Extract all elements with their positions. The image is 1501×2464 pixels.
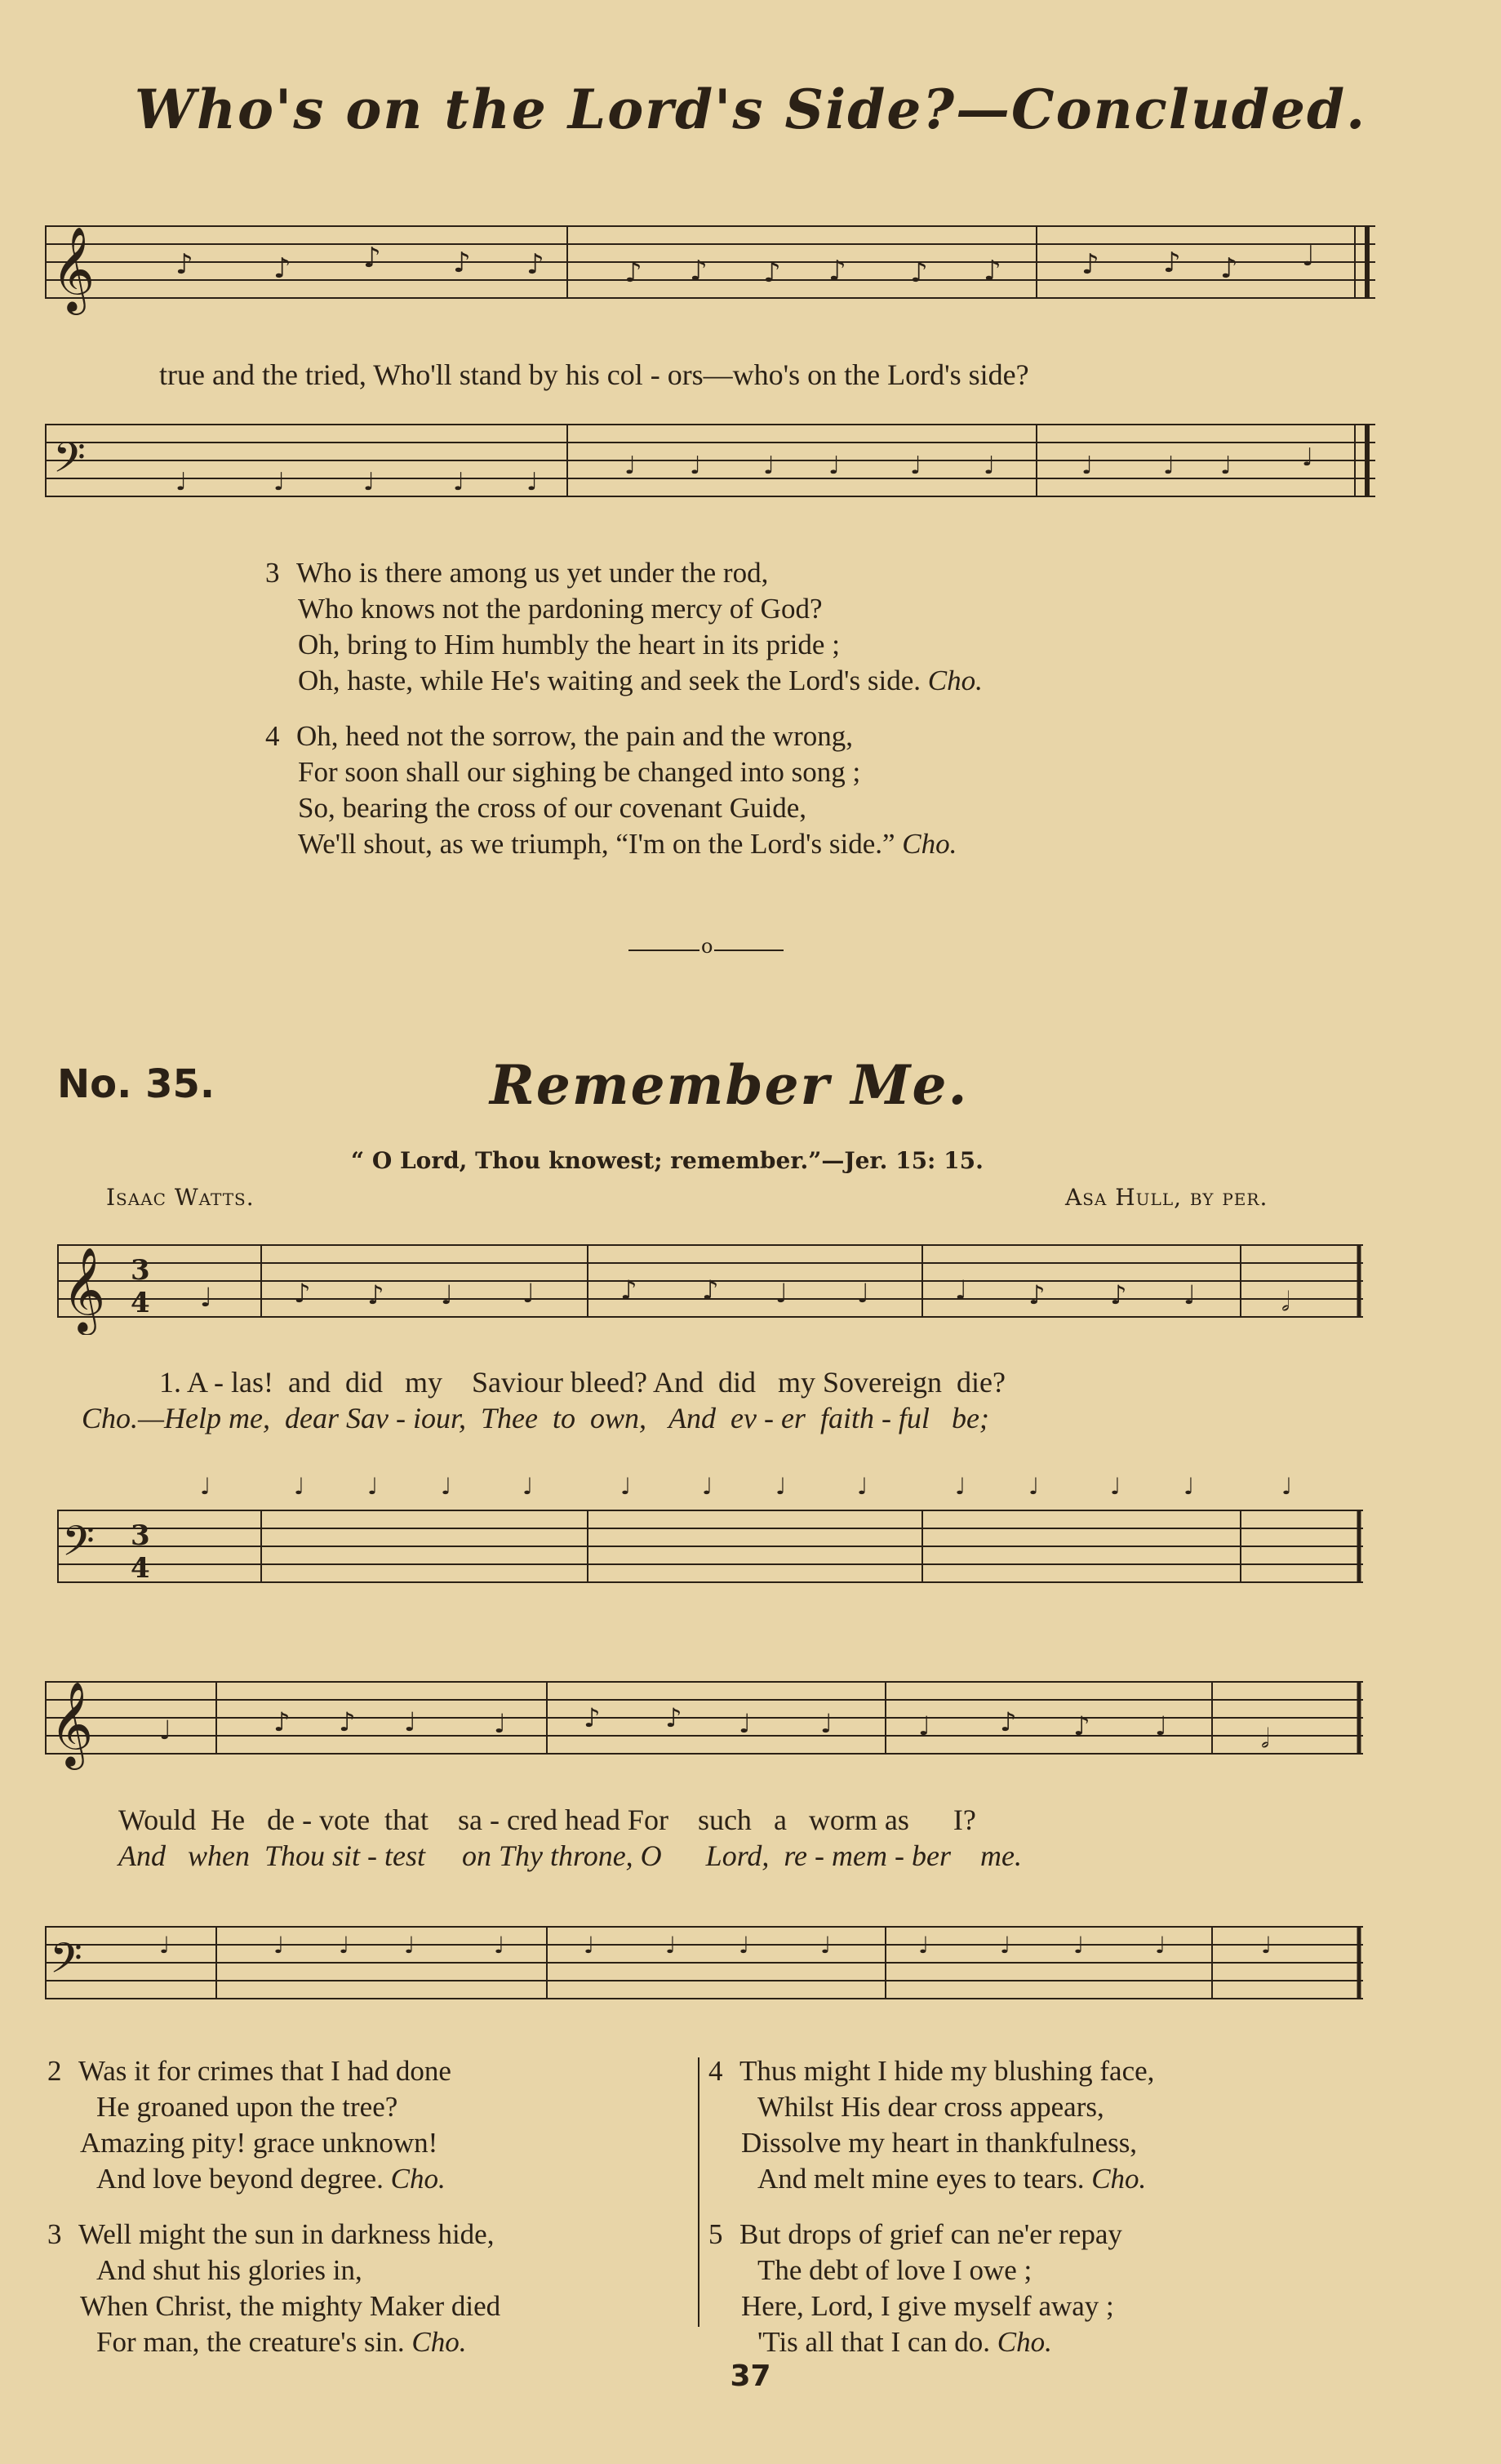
svg-text:♩: ♩ <box>453 468 465 496</box>
svg-text:3: 3 <box>131 1254 150 1287</box>
svg-text:𝄢: 𝄢 <box>62 1516 95 1576</box>
scripture-reference: “ O Lord, Thou knowest; remember.”—Jer. 15: 15. <box>351 1147 984 1174</box>
top-title: Who's on the Lord's Side?—Concluded. <box>134 78 1367 141</box>
svg-text:♩: ♩ <box>363 468 375 496</box>
sys2-bass-staff <box>45 1894 1371 2008</box>
svg-text:♪: ♪ <box>910 256 928 289</box>
bottom-verse-3: 3 Well might the sun in darkness hide, And shut his glories in, When Christ, the mighty Maker died For man, the creature's sin. Cho. <box>47 2218 501 2358</box>
svg-text:𝄢: 𝄢 <box>53 433 86 492</box>
top-verse-3: 3 Who is there among us yet under the rod, Who knows not the pardoning mercy of God? Oh, bring to Him humbly the heart in its pride ; Oh, haste, while He's waiting and seek the Lord's side. Cho. <box>265 557 983 696</box>
svg-text:♪: ♪ <box>828 255 846 287</box>
svg-text:♩: ♩ <box>775 1473 787 1500</box>
svg-text:♩: ♩ <box>1302 443 1314 472</box>
svg-text:♩: ♩ <box>522 1278 535 1309</box>
svg-text:♪: ♪ <box>1073 1710 1090 1741</box>
top-treble-staff <box>45 216 1383 322</box>
svg-text:𝅗𝅥: 𝅗𝅥 <box>1261 1723 1270 1754</box>
svg-text:♩: ♩ <box>159 1932 171 1959</box>
svg-text:♩: ♩ <box>526 468 539 496</box>
bottom-verse-2: 2 Was it for crimes that I had done He groaned upon the tree? Amazing pity! grace unknown! And love beyond degree. Cho. <box>47 2055 451 2195</box>
svg-text:♩: ♩ <box>294 1473 305 1500</box>
svg-text:♪: ♪ <box>984 255 1001 287</box>
svg-text:♩: ♩ <box>175 468 188 496</box>
svg-text:♪: ♪ <box>363 242 381 274</box>
svg-text:♩: ♩ <box>702 1473 713 1500</box>
sys1-lyric-chorus: Cho.—Help me, dear Sav - iour, Thee to own, And ev - er faith - ful be; <box>82 1402 989 1434</box>
svg-text:♩: ♩ <box>339 1932 350 1959</box>
svg-text:♪: ♪ <box>367 1279 384 1310</box>
svg-text:𝄢: 𝄢 <box>50 1933 82 1993</box>
svg-text:♪: ♪ <box>526 248 544 281</box>
svg-text:♩: ♩ <box>367 1473 379 1500</box>
svg-text:♩: ♩ <box>1081 451 1094 480</box>
top-lyric: true and the tried, Who'll stand by his col - ors—who's on the Lord's side? <box>159 358 1029 391</box>
svg-text:𝄞: 𝄞 <box>51 226 95 312</box>
svg-text:♩: ♩ <box>857 1473 868 1500</box>
svg-text:♩: ♩ <box>1261 1932 1272 1959</box>
svg-text:♩: ♩ <box>159 1715 172 1746</box>
svg-text:4: 4 <box>131 1552 150 1584</box>
svg-text:𝄞: 𝄞 <box>50 1681 94 1767</box>
svg-text:♪: ♪ <box>1163 247 1181 279</box>
svg-text:♩: ♩ <box>1155 1710 1168 1741</box>
svg-text:♩: ♩ <box>857 1278 870 1309</box>
svg-text:♩: ♩ <box>404 1932 415 1959</box>
svg-text:♩: ♩ <box>1302 240 1316 273</box>
svg-text:♩: ♩ <box>820 1708 833 1739</box>
page-number: 37 <box>730 2359 771 2393</box>
svg-text:♪: ♪ <box>620 1274 637 1305</box>
svg-text:♩: ♩ <box>955 1274 968 1305</box>
svg-text:♩: ♩ <box>273 1932 285 1959</box>
svg-text:♩: ♩ <box>955 1473 966 1500</box>
svg-text:♪: ♪ <box>1000 1706 1017 1737</box>
svg-text:♪: ♪ <box>1081 248 1099 281</box>
svg-text:♩: ♩ <box>1163 451 1175 480</box>
top-verse-4: 4 Oh, heed not the sorrow, the pain and the wrong, For soon shall our sighing be changed into song ; So, bearing the cross of our covenant Guide, We'll shout, as we triumph, “I'm on the Lord's side.” Cho. <box>265 720 957 860</box>
svg-text:♪: ♪ <box>453 247 471 279</box>
svg-text:♩: ♩ <box>620 1473 632 1500</box>
sys2-lyric-v1: Would He de - vote that sa - cred head For such a worm as I? <box>118 1804 976 1836</box>
svg-text:𝄞: 𝄞 <box>62 1247 106 1332</box>
author: Isaac Watts. <box>106 1184 255 1211</box>
svg-text:♩: ♩ <box>273 468 286 496</box>
svg-text:♩: ♩ <box>918 1710 931 1741</box>
svg-text:♩: ♩ <box>1073 1932 1085 1959</box>
svg-text:♪: ♪ <box>690 255 708 287</box>
sys1-bass-staff <box>57 1470 1371 1584</box>
svg-text:♪: ♪ <box>1028 1279 1046 1310</box>
svg-text:♩: ♩ <box>739 1708 752 1739</box>
svg-text:♩: ♩ <box>690 451 702 480</box>
bottom-verse-5: 5 But drops of grief can ne'er repay The debt of love I owe ; Here, Lord, I give myself away ; 'Tis all that I can do. Cho. <box>708 2218 1122 2358</box>
svg-text:♪: ♪ <box>665 1702 682 1733</box>
divider: o <box>628 935 784 959</box>
svg-text:♩: ♩ <box>918 1932 930 1959</box>
svg-text:♩: ♩ <box>200 1473 211 1500</box>
sys1-treble-staff <box>57 1229 1371 1335</box>
hymn-title: Remember Me. <box>490 1053 969 1117</box>
svg-text:♪: ♪ <box>294 1278 311 1309</box>
svg-text:♪: ♪ <box>763 256 781 289</box>
sys2-treble-staff <box>45 1657 1371 1772</box>
svg-text:♩: ♩ <box>441 1473 452 1500</box>
svg-text:♩: ♩ <box>441 1279 454 1310</box>
svg-text:♩: ♩ <box>1220 451 1232 480</box>
bottom-verse-4: 4 Thus might I hide my blushing face, Whilst His dear cross appears, Dissolve my heart in thankfulness, And melt mine eyes to tears. Cho. <box>708 2055 1155 2195</box>
svg-text:♩: ♩ <box>200 1282 213 1313</box>
svg-text:♩: ♩ <box>1000 1932 1011 1959</box>
top-bass-staff <box>45 408 1383 523</box>
svg-text:♩: ♩ <box>494 1708 507 1739</box>
svg-text:♩: ♩ <box>494 1932 505 1959</box>
svg-text:♩: ♩ <box>1155 1932 1166 1959</box>
svg-text:♩: ♩ <box>624 451 637 480</box>
svg-text:♩: ♩ <box>1110 1473 1121 1500</box>
svg-text:♪: ♪ <box>273 252 291 285</box>
sys2-lyric-chorus: And when Thou sit - test on Thy throne, O Lord, re - mem - ber me. <box>118 1839 1022 1872</box>
svg-text:♩: ♩ <box>828 451 841 480</box>
svg-text:♩: ♩ <box>1281 1473 1293 1500</box>
svg-text:♩: ♩ <box>739 1932 750 1959</box>
svg-text:♩: ♩ <box>1183 1473 1195 1500</box>
hymn-number: No. 35. <box>57 1061 215 1107</box>
svg-text:♩: ♩ <box>820 1932 832 1959</box>
svg-text:♩: ♩ <box>763 451 775 480</box>
svg-text:♩: ♩ <box>522 1473 534 1500</box>
svg-text:♩: ♩ <box>984 451 996 480</box>
svg-text:3: 3 <box>131 1519 150 1552</box>
svg-text:♩: ♩ <box>1028 1473 1040 1500</box>
sys1-lyric-v1: 1. A - las! and did my Saviour bleed? And did my Sovereign die? <box>159 1366 1006 1399</box>
svg-text:♪: ♪ <box>1110 1279 1127 1310</box>
column-divider <box>698 2057 699 2327</box>
svg-text:♩: ♩ <box>404 1706 417 1737</box>
svg-text:♪: ♪ <box>702 1274 719 1305</box>
svg-text:♩: ♩ <box>665 1932 677 1959</box>
svg-text:♩: ♩ <box>775 1278 788 1309</box>
svg-text:♪: ♪ <box>624 256 642 289</box>
composer: Asa Hull, by per. <box>1065 1184 1268 1211</box>
svg-text:𝅗𝅥: 𝅗𝅥 <box>1281 1286 1290 1317</box>
svg-text:♪: ♪ <box>1220 252 1238 285</box>
svg-text:♩: ♩ <box>910 451 922 480</box>
svg-text:♪: ♪ <box>339 1706 356 1737</box>
svg-text:♩: ♩ <box>584 1932 595 1959</box>
svg-text:♪: ♪ <box>584 1702 601 1733</box>
svg-text:♩: ♩ <box>1183 1279 1197 1310</box>
svg-text:♪: ♪ <box>273 1706 291 1737</box>
svg-text:♪: ♪ <box>175 248 193 281</box>
svg-text:4: 4 <box>131 1287 150 1319</box>
